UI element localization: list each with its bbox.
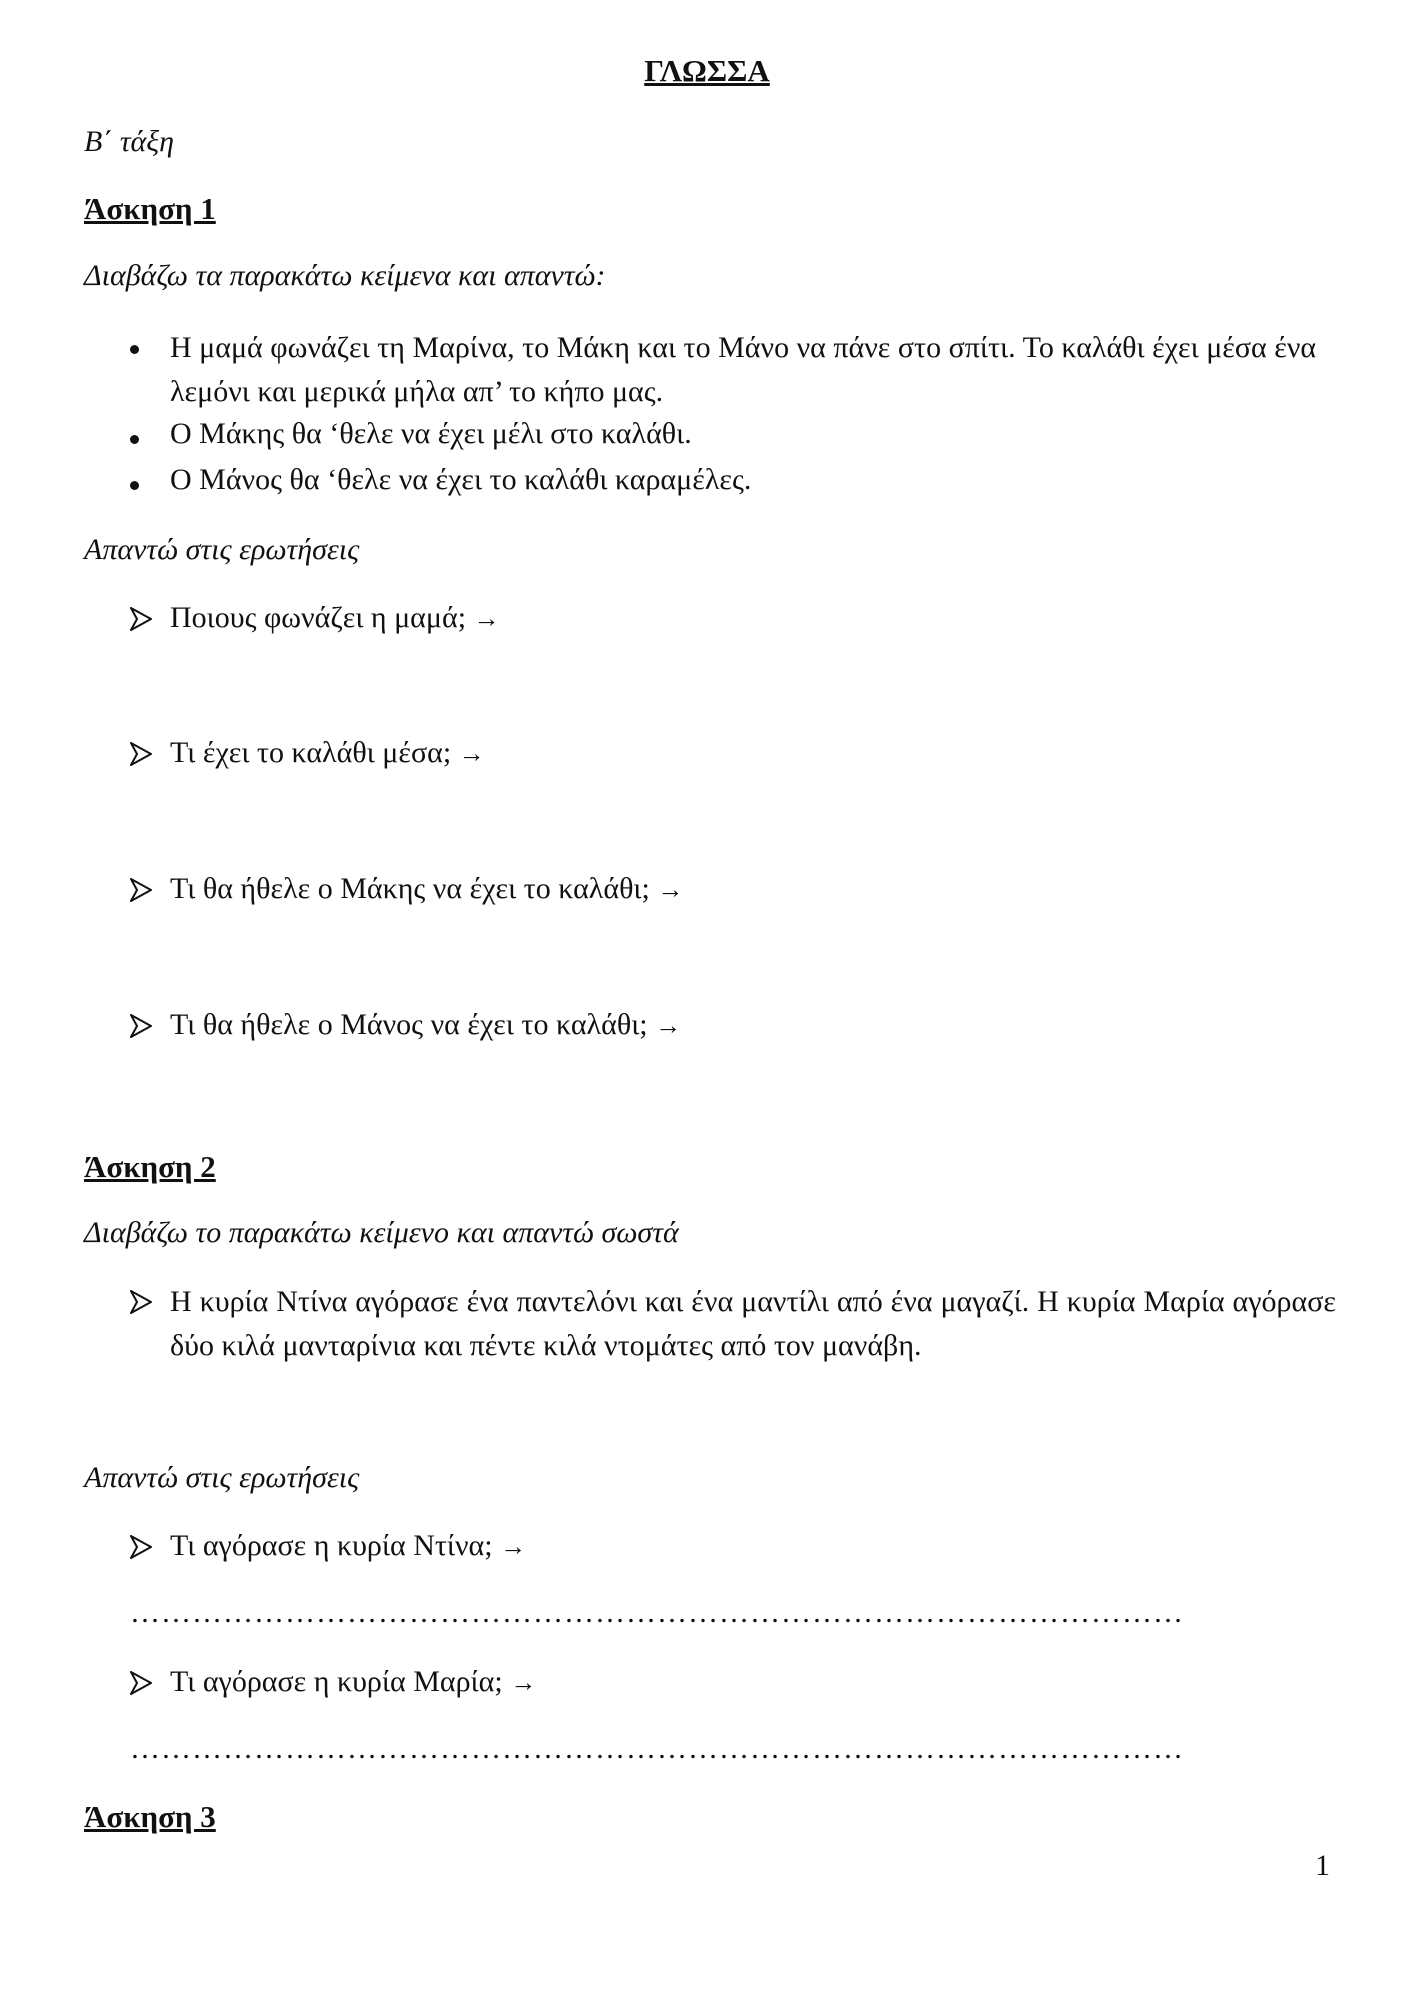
bullet-text: Η μαμά φωνάζει τη Μαρίνα, το Μάκη και το Μάνο να πάνε στο σπίτι. Το καλάθι έχει μέσα ένα λεμόνι και μερικά μήλα απ’ το κήπο μας. — [170, 331, 1317, 408]
exercise-2-heading: Άσκηση 2 — [84, 1149, 216, 1184]
right-arrow-icon: → — [458, 739, 485, 768]
right-arrow-icon: → — [510, 1668, 537, 1697]
exercise-1-heading: Άσκηση 1 — [84, 191, 216, 226]
bullet-text: Ο Μάκης θα ‘θελε να έχει μέλι στο καλάθι. — [170, 417, 692, 450]
question-text: Τι θα ήθελε ο Μάνος να έχει το καλάθι; → — [170, 1008, 682, 1041]
bullet-dot-icon — [130, 481, 139, 490]
right-arrow-icon: → — [657, 875, 684, 904]
grade-label: Β΄ τάξη — [84, 125, 175, 158]
answer-line[interactable]: ………………………………………………………………………………………… — [130, 1732, 1184, 1765]
question-text: Ποιους φωνάζει η μαμά; → — [170, 601, 500, 634]
arrowhead-bullet-icon — [130, 742, 152, 766]
right-arrow-icon: → — [500, 1532, 527, 1561]
passage-text: Η κυρία Ντίνα αγόρασε ένα παντελόνι και ένα μαντίλι από ένα μαγαζί. Η κυρία Μαρία αγόρασε δύο κιλά μανταρίνια και πέντε κιλά ντομάτες από τον μανάβη. — [170, 1285, 1336, 1362]
bullet-text: Ο Μάνος θα ‘θελε να έχει το καλάθι καραμέλες. — [170, 463, 752, 496]
exercise-2-questions-label: Απαντώ στις ερωτήσεις — [84, 1461, 360, 1494]
arrowhead-bullet-icon — [130, 607, 152, 631]
right-arrow-icon: → — [473, 604, 500, 633]
document-title: ΓΛΩΣΣΑ — [644, 53, 770, 88]
question-text: Τι θα ήθελε ο Μάκης να έχει το καλάθι; → — [170, 872, 684, 905]
arrowhead-bullet-icon — [130, 1014, 152, 1038]
page-number: 1 — [1315, 1849, 1330, 1882]
arrowhead-bullet-icon — [130, 1671, 152, 1695]
question-text: Τι αγόρασε η κυρία Μαρία; → — [170, 1665, 537, 1698]
question-text: Τι αγόρασε η κυρία Ντίνα; → — [170, 1529, 527, 1562]
exercise-2-instruction: Διαβάζω το παρακάτω κείμενο και απαντώ σωστά — [84, 1216, 679, 1249]
arrowhead-bullet-icon — [130, 1290, 152, 1314]
answer-line[interactable]: ………………………………………………………………………………………… — [130, 1596, 1184, 1629]
bullet-dot-icon — [130, 345, 139, 354]
right-arrow-icon: → — [655, 1011, 682, 1040]
exercise-1-instruction: Διαβάζω τα παρακάτω κείμενα και απαντώ: — [84, 259, 606, 292]
bullet-dot-icon — [130, 435, 139, 444]
question-text: Τι έχει το καλάθι μέσα; → — [170, 736, 485, 769]
exercise-3-heading: Άσκηση 3 — [84, 1799, 216, 1834]
arrowhead-bullet-icon — [130, 878, 152, 902]
arrowhead-bullet-icon — [130, 1535, 152, 1559]
exercise-1-questions-label: Απαντώ στις ερωτήσεις — [84, 533, 360, 566]
